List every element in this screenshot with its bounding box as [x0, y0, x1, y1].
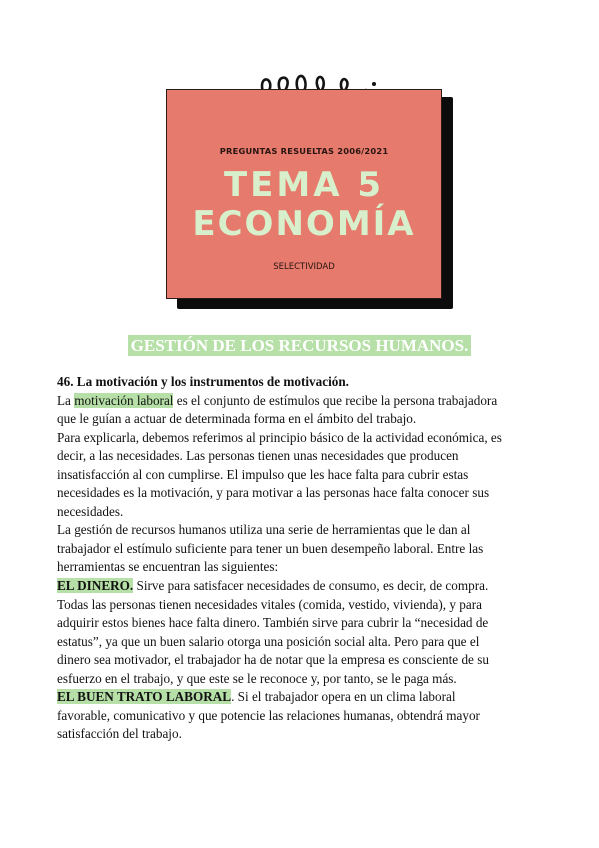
body-text — [57, 373, 557, 744]
cover-card — [166, 89, 442, 299]
text-fragment: . Si el trabajador opera en un clima laboral — [231, 689, 456, 705]
section-heading — [0, 336, 599, 356]
paragraph-line: satisfacción del trabajo. — [57, 726, 182, 742]
paragraph-line: esfuerzo en el trabajo, y que este se le reconoce y, por tanto, se le paga más. — [57, 670, 457, 686]
paragraph-line — [57, 392, 557, 411]
paragraph-line: que le guían a actuar de determinada forma en el ámbito del trabajo. — [57, 411, 417, 427]
cover-footer: SELECTIVIDAD — [273, 262, 335, 272]
highlighted-label-buen-trato: EL BUEN TRATO LABORAL — [57, 689, 232, 705]
cover-subtitle: PREGUNTAS RESUELTAS 2006/2021 — [219, 146, 389, 156]
paragraph-line: La gestión de recursos humanos utiliza una serie de herramientas que le dan al — [57, 522, 471, 538]
cover-title-line2: ECONOMÍA — [192, 204, 416, 244]
text-fragment: La — [57, 392, 75, 408]
cover-title-line1: TEMA 5 — [223, 165, 385, 205]
question-title: 46. La motivación y los instrumentos de motivación. — [57, 374, 349, 389]
paragraph-line: adquirir estos bienes hace falta dinero. También sirve para cubrir la “necesidad de — [57, 615, 489, 631]
paragraph-line — [57, 577, 557, 596]
paragraph-line — [57, 688, 557, 707]
paragraph-line: necesidades. — [57, 503, 124, 519]
section-heading-text: GESTIÓN DE LOS RECURSOS HUMANOS. — [128, 335, 472, 356]
paragraph-line: insatisfacción al con cumplirse. El impulso que les hace falta para cubrir estas — [57, 466, 469, 482]
text-fragment: es el conjunto de estímulos que recibe la persona trabajadora — [173, 392, 498, 408]
paragraph-line: Para explicarla, debemos referimos al principio básico de la actividad económica, es — [57, 429, 502, 445]
paragraph-line: necesidades es la motivación, y para motivar a las personas hace falta conocer sus — [57, 485, 490, 501]
text-fragment: Sirve para satisfacer necesidades de consumo, es decir, de compra. — [133, 578, 489, 594]
paragraph-line: herramientas se encuentran las siguientes: — [57, 559, 279, 575]
paragraph-line: favorable, comunicativo y que potencie las relaciones humanas, obtendrá mayor — [57, 707, 480, 723]
highlighted-term: motivación laboral — [74, 392, 174, 408]
highlighted-label-dinero: EL DINERO. — [57, 578, 134, 594]
paragraph-line: trabajador el estímulo suficiente para tener un buen desempeño laboral. Entre las — [57, 540, 484, 556]
paragraph-line: dinero sea motivador, el trabajador ha de notar que la empresa es consciente de su — [57, 652, 489, 668]
paragraph-line: decir, a las necesidades. Las personas tienen unas necesidades que producen — [57, 448, 459, 464]
paragraph-line: Todas las personas tienen necesidades vitales (comida, vestido, vivienda), y para — [57, 596, 482, 612]
paragraph-line: estatus”, ya que un buen salario otorga una posición social alta. Pero para que el — [57, 633, 480, 649]
